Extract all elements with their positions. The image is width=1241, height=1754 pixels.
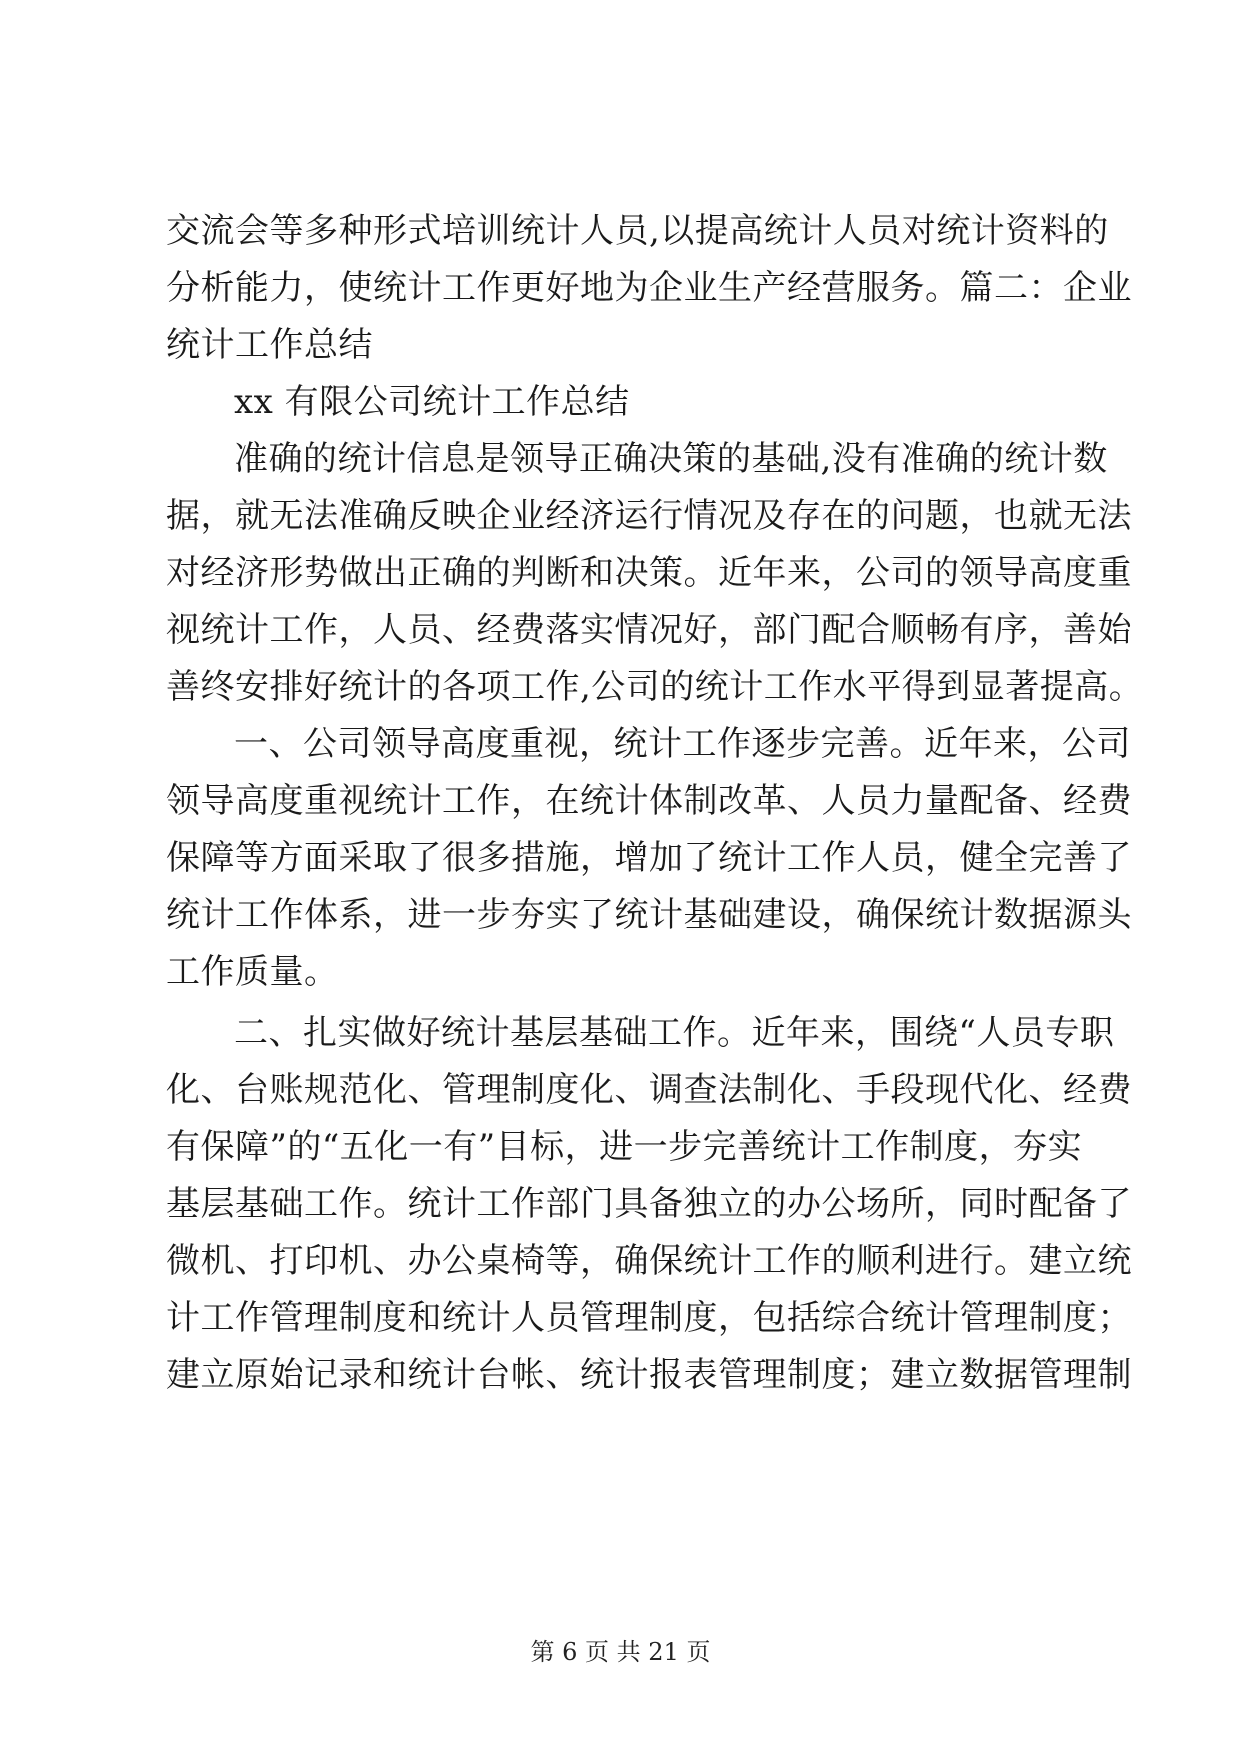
body-line-13: 统计工作体系，进一步夯实了统计基础建设，确保统计数据源头 xyxy=(166,895,1132,935)
body-line-18: 基层基础工作。统计工作部门具备独立的办公场所，同时配备了 xyxy=(166,1184,1132,1224)
body-line-7: 对经济形势做出正确的判断和决策。近年来，公司的领导高度重 xyxy=(166,553,1132,593)
body-line-6: 据，就无法准确反映企业经济运行情况及存在的问题，也就无法 xyxy=(166,496,1132,536)
body-line-2: 分析能力，使统计工作更好地为企业生产经营服务。篇二：企业 xyxy=(166,268,1132,308)
body-line-1: 交流会等多种形式培训统计人员,以提高统计人员对统计资料的 xyxy=(166,211,1109,251)
body-line-21: 建立原始记录和统计台帐、统计报表管理制度；建立数据管理制 xyxy=(166,1355,1132,1395)
body-line-9: 善终安排好统计的各项工作,公司的统计工作水平得到显著提高。 xyxy=(166,667,1144,707)
body-line-16: 化、台账规范化、管理制度化、调查法制化、手段现代化、经费 xyxy=(166,1070,1132,1110)
body-line-19: 微机、打印机、办公桌椅等，确保统计工作的顺利进行。建立统 xyxy=(166,1241,1132,1281)
body-line-11: 领导高度重视统计工作，在统计体制改革、人员力量配备、经费 xyxy=(166,781,1132,821)
body-line-5: 准确的统计信息是领导正确决策的基础,没有准确的统计数 xyxy=(234,439,1108,479)
body-line-12: 保障等方面采取了很多措施，增加了统计工作人员，健全完善了 xyxy=(166,838,1132,878)
page-number-footer: 第 6 页 共 21 页 xyxy=(530,1638,711,1666)
body-line-17: 有保障”的“五化一有”目标，进一步完善统计工作制度，夯实 xyxy=(166,1127,1083,1167)
body-line-20: 计工作管理制度和统计人员管理制度，包括综合统计管理制度； xyxy=(166,1298,1132,1338)
body-line-10: 一、公司领导高度重视，统计工作逐步完善。近年来，公司 xyxy=(234,724,1131,764)
body-line-8: 视统计工作，人员、经费落实情况好，部门配合顺畅有序，善始 xyxy=(166,610,1132,650)
body-line-15: 二、扎实做好统计基层基础工作。近年来，围绕“人员专职 xyxy=(234,1013,1115,1053)
body-line-3: 统计工作总结 xyxy=(166,325,373,365)
body-line-14: 工作质量。 xyxy=(166,952,339,992)
section-heading: xx 有限公司统计工作总结 xyxy=(234,382,630,422)
